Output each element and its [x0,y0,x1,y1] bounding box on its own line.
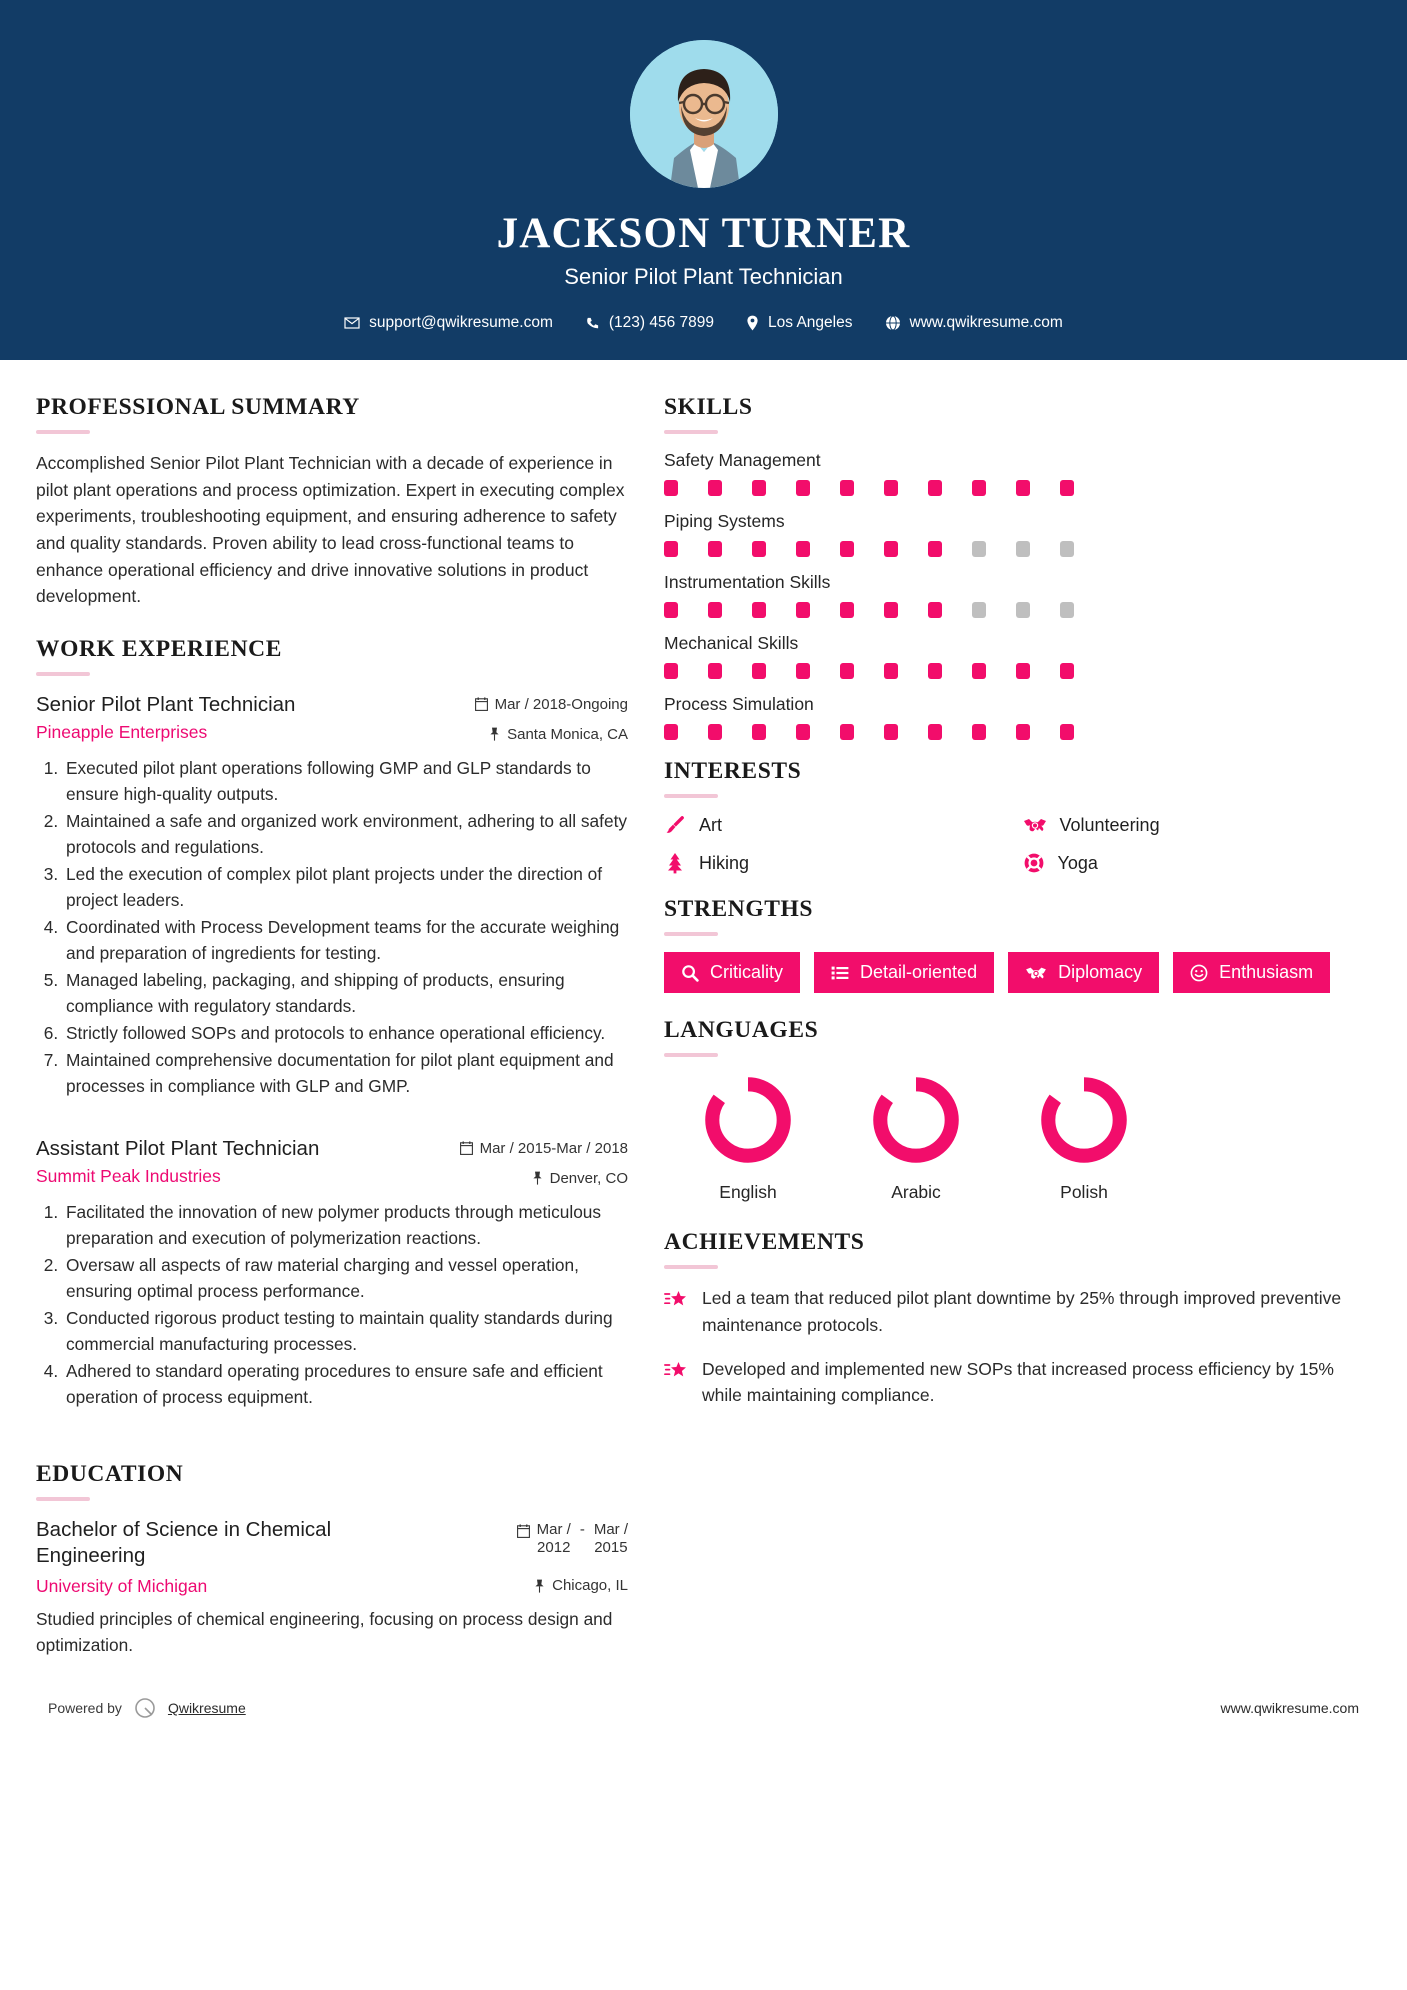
work-bullets [36,756,628,1099]
heading-rule [664,430,718,434]
skill-rating-dots [664,480,1371,496]
work-bullet: 2. Maintained a safe and organized work environment, adhering to all safety protocols and regulations. [63,809,628,861]
skill-dot-filled [884,663,898,679]
skill-dot-filled [708,663,722,679]
education-end-year: 2015 [594,1539,628,1557]
skill-dot-empty [972,602,986,618]
list-icon [831,964,849,982]
skill-label: Mechanical Skills [664,633,799,654]
strength-label: Criticality [710,962,784,983]
heading-rule [36,430,90,434]
work-role: Assistant Pilot Plant Technician [36,1136,320,1160]
skill-row [664,694,1371,740]
skill-row [664,511,1371,557]
skill-dot-filled [1016,480,1030,496]
skill-dot-filled [840,541,854,557]
education-end-month: Mar / [593,1520,628,1538]
skill-dot-filled [1016,663,1030,679]
skill-dot-filled [840,602,854,618]
map-pin-icon [746,315,759,331]
section-interests [664,758,1371,874]
interest-item [1023,814,1372,836]
contact-email-value: support@qwikresume.com [369,314,553,332]
skill-dot-empty [1016,602,1030,618]
lifebuoy-icon [1023,852,1045,874]
work-entry [36,692,628,1100]
footer-powered-label: Powered by [48,1699,122,1716]
calendar-icon [517,1524,530,1538]
contact-email[interactable] [328,314,569,332]
interest-item [664,814,1013,836]
skill-label: Safety Management [664,450,821,471]
work-bullet: 6. Strictly followed SOPs and protocols to enhance operational efficiency. [63,1021,628,1047]
resume-body [0,360,1407,1665]
skill-dot-filled [1060,663,1074,679]
education-start-year: 2012 [537,1539,571,1557]
skill-dot-empty [1016,541,1030,557]
skill-dot-filled [884,602,898,618]
achievement-item [664,1356,1371,1409]
smiley-icon [1190,964,1208,982]
page-footer [0,1695,1407,1747]
interest-label: Yoga [1057,852,1098,873]
section-heading-strengths: STRENGTHS [664,896,814,923]
skill-rating-dots [664,541,1371,557]
work-entry [36,1136,628,1411]
section-achievements [664,1229,1371,1408]
strength-label: Diplomacy [1058,962,1143,983]
skill-dot-filled [752,541,766,557]
skill-rating-dots [664,724,1371,740]
skill-label: Instrumentation Skills [664,572,831,593]
skill-dot-filled [928,663,942,679]
contact-website-value: www.qwikresume.com [909,314,1063,332]
heading-rule [664,932,718,936]
work-bullet: 3. Led the execution of complex pilot plant projects under the direction of project leaders. [63,862,628,914]
handshake-icon [1025,964,1047,982]
avatar [630,40,778,188]
skill-dot-filled [708,541,722,557]
skill-rating-dots [664,663,1371,679]
work-bullet: 1. Executed pilot plant operations following GMP and GLP standards to ensure high-quality outputs. [63,756,628,808]
achievement-text: Led a team that reduced pilot plant downtime by 25% through improved preventive maintenance protocols. [702,1288,1342,1335]
skill-dot-filled [708,480,722,496]
achievement-text: Developed and implemented new SOPs that increased process efficiency by 15% while maintaining compliance. [702,1358,1334,1406]
skill-dot-empty [1060,602,1074,618]
skill-dot-filled [884,541,898,557]
work-dates-value: Mar / 2018-Ongoing [494,695,628,713]
skill-dot-filled [840,724,854,740]
education-start-month: Mar / [536,1520,571,1538]
skill-dot-filled [928,724,942,740]
section-heading-languages: LANGUAGES [664,1017,819,1044]
language-label: English [719,1182,777,1203]
skill-dot-filled [752,663,766,679]
strength-chip-enthusiasm[interactable] [1173,952,1330,993]
work-bullet: 7. Maintained comprehensive documentation for pilot plant equipment and processes in compliance with GLP and GMP. [63,1048,628,1100]
interests-grid [664,814,1371,874]
avatar-photo-icon [630,40,778,188]
right-column [664,394,1371,1426]
shooting-star-icon [664,1356,688,1387]
skill-dot-filled [708,602,722,618]
job-title-subtitle: Senior Pilot Plant Technician [564,264,843,290]
skill-dot-filled [884,480,898,496]
work-role: Senior Pilot Plant Technician [36,692,296,716]
interest-item [1023,852,1372,874]
skill-dot-filled [664,724,678,740]
heading-rule [36,672,90,676]
skill-dot-filled [796,602,810,618]
pine-tree-icon [664,852,686,874]
skill-dot-filled [796,480,810,496]
handshake-icon [1023,814,1047,836]
education-dates [517,1521,628,1558]
skill-dot-filled [796,663,810,679]
skill-dot-filled [928,480,942,496]
section-heading-interests: INTERESTS [664,758,802,785]
pushpin-icon [534,1579,545,1593]
footer-brand-link[interactable]: Qwikresume [167,1699,246,1716]
work-dates [475,696,628,713]
work-bullet: 1. Facilitated the innovation of new polymer products through meticulous preparation and execution of polymerization reactions. [63,1200,628,1252]
achievement-item [664,1285,1371,1338]
globe-icon [885,315,901,331]
calendar-icon [475,697,488,711]
left-column [36,394,628,1665]
education-description: Studied principles of chemical engineering, focusing on process design and optimization. [36,1609,613,1656]
work-bullet: 5. Managed labeling, packaging, and shipping of products, ensuring compliance with regulatory standards. [63,968,628,1020]
education-end-date [594,1521,628,1558]
section-skills [664,394,1371,740]
skill-dot-filled [928,541,942,557]
section-heading-education: EDUCATION [36,1460,184,1487]
strength-chip-criticality[interactable] [664,952,800,993]
strength-chip-detail-oriented[interactable] [814,952,994,993]
section-work-experience [36,636,628,1411]
skill-dot-filled [840,663,854,679]
interest-label: Volunteering [1059,814,1160,835]
skill-dot-filled [1060,480,1074,496]
skill-dot-filled [1016,724,1030,740]
work-dates [460,1140,628,1157]
strengths-list [664,952,1371,993]
pushpin-icon [532,1171,543,1185]
footer-powered-by [48,1695,246,1721]
heading-rule [664,1053,718,1057]
skill-dot-filled [664,480,678,496]
calendar-icon [460,1141,473,1155]
paintbrush-icon [664,814,686,836]
skill-dot-filled [708,724,722,740]
section-heading-skills: SKILLS [664,394,753,421]
work-bullet: 3. Conducted rigorous product testing to maintain quality standards during commercial manufacturing processes. [63,1306,628,1358]
work-location [460,1170,628,1187]
contact-phone[interactable] [569,314,730,332]
interest-label: Hiking [699,852,750,873]
skill-dot-filled [752,480,766,496]
skill-dot-filled [664,602,678,618]
language-item [664,1073,832,1203]
phone-icon [585,316,600,331]
summary-text: Accomplished Senior Pilot Plant Technician with a decade of experience in pilot plant operations and process optimization. Expert in executing complex experiments, troubleshooting equipment, and ensuring adherence to safety and quality standards. Proven ability to lead cross-functional teams to enhance operational efficiency and drive innovative solutions in product development. [36,453,625,607]
footer-website[interactable]: www.qwikresume.com [1220,1699,1359,1716]
envelope-icon [344,315,360,331]
resume-header [0,0,1407,360]
strength-label: Enthusiasm [1219,962,1314,983]
education-location-value: Chicago, IL [552,1577,628,1595]
skill-dot-filled [972,663,986,679]
language-progress-ring [869,1073,963,1167]
education-degree: Bachelor of Science in Chemical Engineering [36,1517,332,1568]
interest-label: Art [699,814,723,835]
interest-item [664,852,1013,874]
section-strengths [664,896,1371,993]
skill-rating-dots [664,602,1371,618]
page-title: JACKSON TURNER [496,210,911,257]
magnifier-icon [681,964,699,982]
section-education [36,1461,628,1659]
skill-row [664,633,1371,679]
education-entry [36,1517,628,1659]
work-company: Pineapple Enterprises [36,722,208,743]
strength-chip-diplomacy[interactable] [1008,952,1159,993]
section-heading-work: WORK EXPERIENCE [36,635,282,662]
language-item [1000,1073,1168,1203]
contact-website[interactable] [869,314,1079,332]
skill-dot-filled [840,480,854,496]
skill-dot-filled [884,724,898,740]
language-progress-ring [1037,1073,1131,1167]
heading-rule [36,1497,90,1501]
shooting-star-icon [664,1285,688,1316]
work-bullet: 4. Coordinated with Process Development teams for the accurate weighing and preparation of ingredients for testing. [63,915,628,967]
work-bullet: 4. Adhered to standard operating procedures to ensure safe and efficient operation of process equipment. [63,1359,628,1411]
education-start-date [537,1521,571,1558]
work-bullets [36,1200,628,1411]
section-professional-summary [36,394,628,610]
skill-dot-filled [664,541,678,557]
skill-dot-filled [752,602,766,618]
work-company: Summit Peak Industries [36,1166,221,1187]
skill-row [664,572,1371,618]
language-progress-ring [701,1073,795,1167]
section-languages [664,1017,1371,1203]
language-label: Arabic [891,1182,941,1203]
contact-phone-value: (123) 456 7899 [608,314,715,332]
skill-label: Process Simulation [664,694,814,715]
skill-dot-filled [664,663,678,679]
skill-dot-filled [972,724,986,740]
languages-grid [664,1073,1371,1203]
work-location-value: Denver, CO [549,1169,628,1187]
skill-label: Piping Systems [664,511,785,532]
qwikresume-logo-icon [132,1695,158,1721]
work-location-value: Santa Monica, CA [507,725,628,743]
contact-location-value: Los Angeles [768,314,853,332]
skill-dot-filled [972,480,986,496]
skill-row [664,450,1371,496]
section-heading-achievements: ACHIEVEMENTS [664,1229,865,1256]
language-item [832,1073,1000,1203]
skill-dot-empty [1060,541,1074,557]
heading-rule [664,1265,718,1269]
contact-bar [0,314,1407,332]
work-dates-value: Mar / 2015-Mar / 2018 [479,1139,628,1157]
contact-location[interactable] [730,314,868,332]
work-bullet: 2. Oversaw all aspects of raw material charging and vessel operation, ensuring optimal process performance. [63,1253,628,1305]
skill-dot-filled [796,724,810,740]
skill-dot-filled [752,724,766,740]
section-heading-summary: PROFESSIONAL SUMMARY [36,394,360,421]
education-location [517,1577,628,1594]
skill-dot-filled [1060,724,1074,740]
date-separator: - [579,1520,585,1538]
skill-dot-filled [928,602,942,618]
language-label: Polish [1060,1182,1108,1203]
skill-dot-filled [796,541,810,557]
work-location [475,726,628,743]
education-school: University of Michigan [36,1576,208,1597]
heading-rule [664,794,718,798]
skill-dot-empty [972,541,986,557]
pushpin-icon [489,727,500,741]
strength-label: Detail-oriented [860,962,978,983]
